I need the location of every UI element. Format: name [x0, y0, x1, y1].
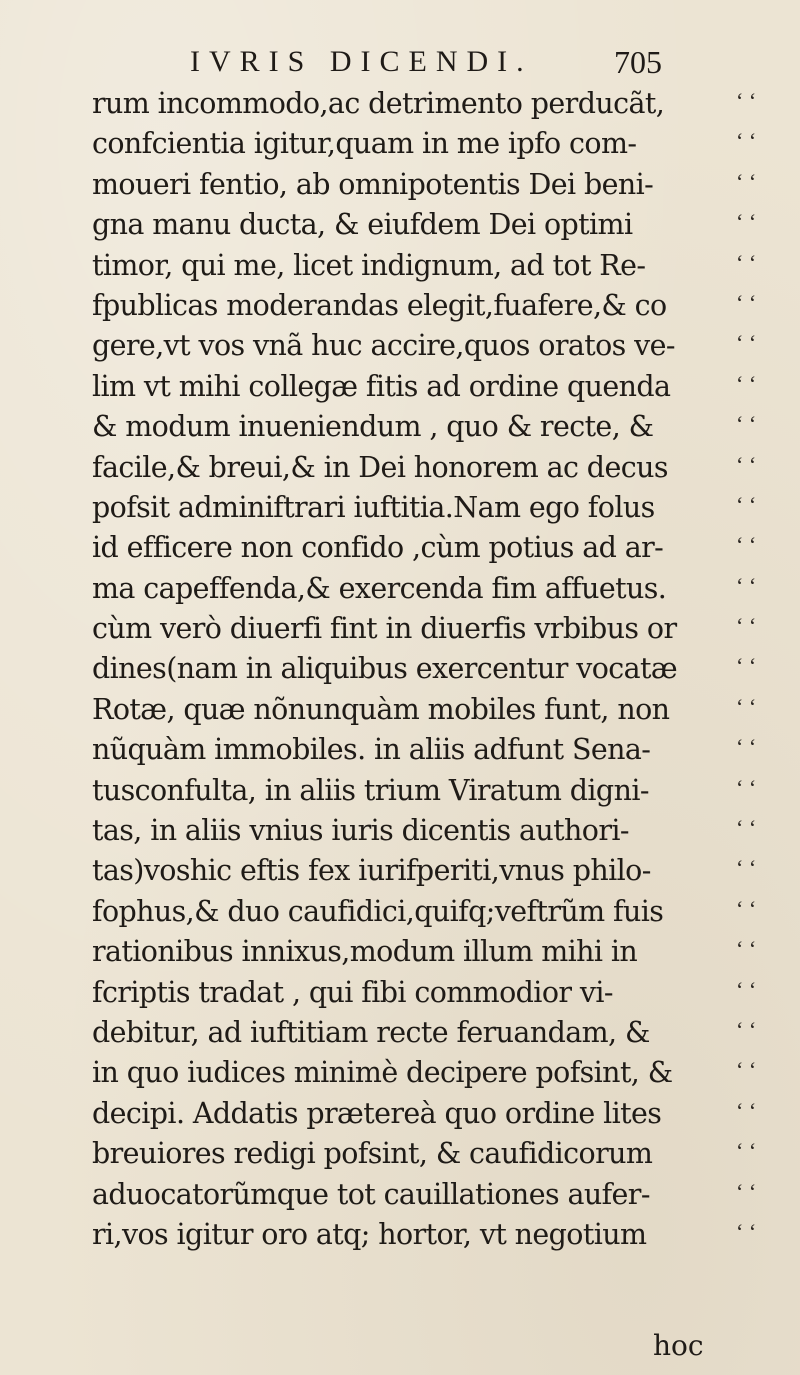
quotation-mark: ‘ ‘ — [736, 88, 757, 113]
quotation-mark: ‘ ‘ — [736, 895, 757, 921]
text-line — [92, 771, 772, 811]
quotation-mark: ‘ ‘ — [736, 209, 757, 235]
text-line — [92, 448, 772, 488]
quotation-mark: ‘ ‘ — [736, 370, 757, 396]
quotation-mark: ‘ ‘ — [736, 976, 757, 1002]
page-number: 705 — [614, 44, 662, 80]
line-text: fpublicas moderandas elegit,fuafere,& co — [92, 288, 667, 322]
line-text: tas, in aliis vnius iuris dicentis authori- — [92, 814, 629, 848]
text-line — [92, 326, 772, 366]
line-text: moueri fentio, ab omnipotentis Dei beni- — [92, 167, 654, 201]
quotation-mark: ‘ ‘ — [736, 451, 757, 477]
text-line — [92, 569, 772, 609]
line-text: Rotæ, quæ nõnunquàm mobiles funt, non — [92, 692, 670, 726]
quotation-mark: ‘ ‘ — [736, 734, 757, 760]
quotation-mark: ‘ ‘ — [736, 1016, 757, 1042]
quotation-mark: ‘ ‘ — [736, 936, 757, 962]
text-line — [92, 1053, 772, 1093]
text-line — [92, 690, 772, 730]
line-text: rum incommodo,ac detrimento perducãt, — [92, 87, 665, 120]
text-line — [92, 1013, 772, 1053]
quotation-mark: ‘ ‘ — [736, 1057, 757, 1083]
quotation-mark: ‘ ‘ — [736, 1097, 757, 1123]
quotation-mark: ‘ ‘ — [736, 1218, 757, 1244]
line-text: tusconfulta, in aliis trium Viratum digni- — [92, 773, 649, 807]
line-text: facile,& breui,& in Dei honorem ac decus — [92, 450, 668, 484]
line-text: breuiores redigi pofsint, & caufidicorum — [92, 1137, 653, 1171]
text-line — [92, 205, 772, 245]
quotation-mark: ‘ ‘ — [736, 330, 757, 356]
text-line — [92, 851, 772, 891]
line-text: lim vt mihi collegæ fitis ad ordine quenda — [92, 369, 671, 403]
quotation-mark: ‘ ‘ — [736, 572, 757, 598]
catchword: hoc — [653, 1329, 704, 1362]
line-text: fcriptis tradat , qui fibi commodior vi- — [92, 975, 613, 1009]
text-line — [92, 649, 772, 689]
quotation-mark: ‘ ‘ — [736, 774, 757, 800]
text-line — [92, 124, 772, 164]
quotation-mark: ‘ ‘ — [736, 491, 757, 517]
quotation-mark: ‘ ‘ — [736, 855, 757, 881]
quotation-mark: ‘ ‘ — [736, 128, 757, 154]
line-text: pofsit adminiftrari iuftitia.Nam ego folus — [92, 490, 655, 524]
line-text: ma capeffenda,& exercenda fim affuetus. — [92, 571, 667, 605]
quotation-mark: ‘ ‘ — [736, 249, 757, 275]
quotation-mark: ‘ ‘ — [736, 168, 757, 194]
quotation-mark: ‘ ‘ — [736, 1178, 757, 1204]
text-line — [92, 246, 772, 286]
text-line — [92, 811, 772, 851]
text-line — [92, 165, 772, 205]
line-text: gna manu ducta, & eiufdem Dei optimi — [92, 208, 633, 242]
line-text: & modum inueniendum , quo & recte, & — [92, 410, 654, 444]
line-text: dines(nam in aliquibus exercentur vocatæ — [92, 652, 678, 686]
text-line — [92, 1134, 772, 1174]
quotation-mark: ‘ ‘ — [736, 411, 757, 437]
text-line — [92, 286, 772, 326]
line-text: in quo iudices minimè decipere pofsint, & — [92, 1056, 673, 1090]
line-text: gere,vt vos vnã huc accire,quos oratos ve- — [92, 329, 675, 363]
quotation-mark: ‘ ‘ — [736, 289, 757, 315]
body-text — [92, 84, 772, 1255]
text-line — [92, 367, 772, 407]
running-title: IVRIS DICENDI. — [190, 45, 533, 78]
text-line — [92, 609, 772, 649]
quotation-mark: ‘ ‘ — [736, 613, 757, 639]
text-line — [92, 973, 772, 1013]
line-text: ri,vos igitur oro atq; hortor, vt negotium — [92, 1217, 647, 1251]
text-line — [92, 407, 772, 447]
text-line — [92, 1215, 772, 1255]
text-line — [92, 84, 772, 124]
line-text: cùm verò diuerfi fint in diuerfis vrbibus or — [92, 612, 677, 646]
line-text: rationibus innixus,modum illum mihi in — [92, 935, 638, 969]
quotation-mark: ‘ ‘ — [736, 693, 757, 719]
text-line — [92, 1094, 772, 1134]
running-head — [0, 42, 800, 86]
line-text: id efficere non confido ,cùm potius ad ar- — [92, 531, 664, 565]
line-text: debitur, ad iuftitiam recte feruandam, & — [92, 1015, 650, 1049]
line-text: confcientia igitur,quam in me ipfo com- — [92, 127, 637, 161]
quotation-mark: ‘ ‘ — [736, 1138, 757, 1164]
line-text: aduocatorũmque tot cauillationes aufer- — [92, 1177, 650, 1211]
text-line — [92, 1175, 772, 1215]
quotation-mark: ‘ ‘ — [736, 815, 757, 841]
line-text: timor, qui me, licet indignum, ad tot Re- — [92, 248, 646, 282]
line-text: tas)voshic eftis fex iurifperiti,vnus philo- — [92, 854, 651, 888]
text-line — [92, 528, 772, 568]
text-line — [92, 730, 772, 770]
text-line — [92, 488, 772, 528]
text-line — [92, 932, 772, 972]
line-text: decipi. Addatis prætereà quo ordine lites — [92, 1096, 662, 1130]
quotation-mark: ‘ ‘ — [736, 532, 757, 558]
line-text: nũquàm immobiles. in aliis adfunt Sena- — [92, 733, 651, 767]
quotation-mark: ‘ ‘ — [736, 653, 757, 679]
line-text: fophus,& duo caufidici,quifq;veftrũm fuis — [92, 894, 664, 928]
text-line — [92, 892, 772, 932]
